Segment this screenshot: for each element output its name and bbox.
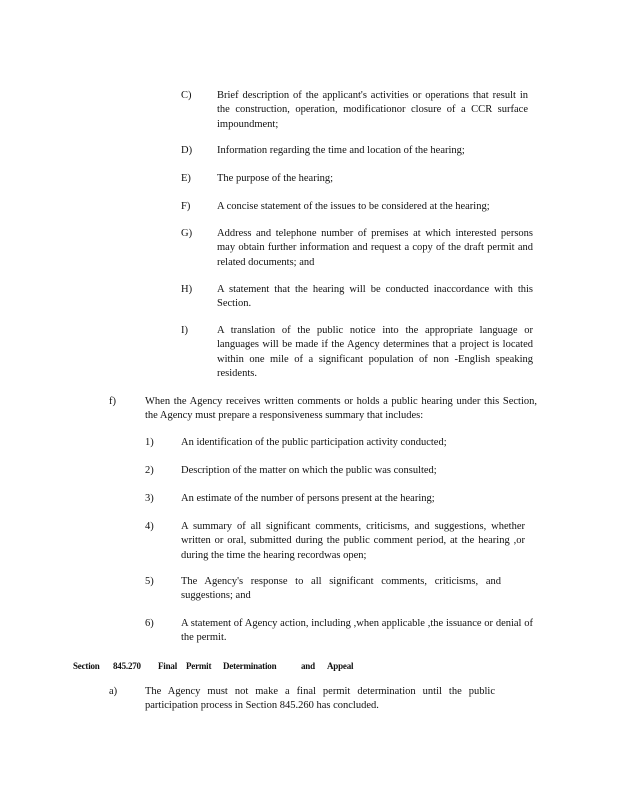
section-title-word: Final [158, 661, 178, 671]
sub-item-text: The purpose of the hearing; [217, 173, 334, 184]
sub-item-label: F) [181, 201, 191, 212]
paragraph-label: a) [109, 686, 118, 697]
numbered-text: A summary of all significant comments, criticisms, and suggestions, whether written or oral, submitted during the public comment period, at the hearing ,or during the time the hearing recordwas open; [181, 521, 525, 561]
section-title-word: Appeal [327, 661, 354, 671]
numbered-label: 4) [145, 521, 154, 532]
sub-item-label: C) [181, 90, 192, 101]
section-heading [0, 659, 618, 673]
paragraph-label: f) [109, 396, 116, 407]
sub-item-label: D) [181, 145, 193, 156]
sub-item-label: H) [181, 284, 193, 295]
section-word: Section [73, 661, 100, 671]
numbered-label: 3) [145, 493, 154, 504]
section-title-word: Determination [223, 661, 277, 671]
paragraph-text: When the Agency receives written comments or holds a public hearing under this Section, the Agency must prepare a responsiveness summary that includes: [145, 396, 537, 422]
numbered-label: 6) [145, 618, 154, 629]
section-title-word: and [301, 661, 315, 671]
sub-item-text: Address and telephone number of premises at which interested persons may obtain further information and request a copy of the draft permit and related documents; and [217, 228, 533, 268]
sub-item-label: I) [181, 325, 188, 336]
numbered-label: 2) [145, 465, 154, 476]
numbered-text: An estimate of the number of persons present at the hearing; [181, 493, 435, 504]
sub-item-text: Information regarding the time and location of the hearing; [217, 145, 465, 156]
paragraph-text: The Agency must not make a final permit determination until the public participation process in Section 845.260 has concluded. [145, 686, 495, 712]
sub-item-text: A translation of the public notice into the appropriate language or languages will be made if the Agency determines that a project is located within one mile of a significant population of non -English speaking residents. [217, 325, 533, 380]
sub-item-text: A concise statement of the issues to be considered at the hearing; [217, 201, 490, 212]
numbered-label: 1) [145, 437, 154, 448]
section-number: 845.270 [113, 661, 141, 671]
numbered-label: 5) [145, 576, 154, 587]
sub-item-label: E) [181, 173, 191, 184]
numbered-text: The Agency's response to all significant comments, criticisms, and suggestions; and [181, 576, 501, 602]
section-title-word: Permit [186, 661, 212, 671]
numbered-text: Description of the matter on which the public was consulted; [181, 465, 437, 476]
sub-item-label: G) [181, 228, 193, 239]
sub-item-text: Brief description of the applicant's activities or operations that result in the construction, operation, modificationor closure of a CCR surface impoundment; [217, 90, 528, 130]
numbered-text: An identification of the public participation activity conducted; [181, 437, 447, 448]
sub-item-text: A statement that the hearing will be conducted inaccordance with this Section. [217, 284, 533, 310]
numbered-text: A statement of Agency action, including ,when applicable ,the issuance or denial of the permit. [181, 618, 533, 644]
